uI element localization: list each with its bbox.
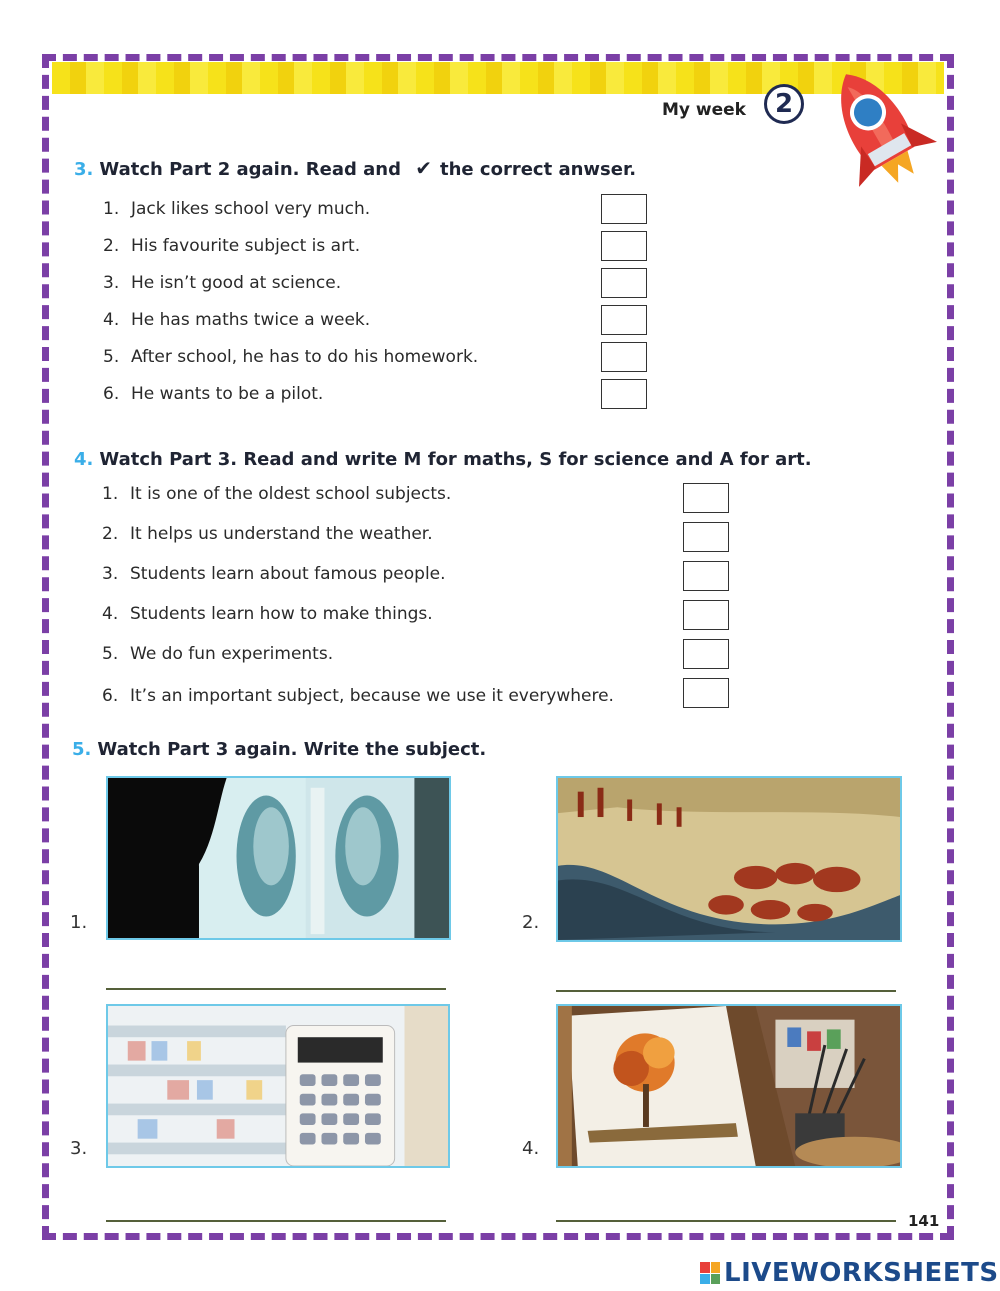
list-item: 5. After school, he has to do his homework. bbox=[103, 347, 479, 367]
picture-number: 1. bbox=[70, 912, 88, 933]
list-item: 5. We do fun experiments. bbox=[102, 644, 334, 664]
answer-line-2[interactable] bbox=[556, 990, 896, 992]
check-icon: ✔ bbox=[415, 156, 433, 180]
exercise-4-heading bbox=[74, 449, 812, 470]
answer-box-3-4[interactable] bbox=[601, 305, 647, 335]
brand-name: LIVEWORKSHEETS bbox=[724, 1258, 999, 1288]
answer-line-3[interactable] bbox=[106, 1220, 446, 1222]
list-item: 1. Jack likes school very much. bbox=[103, 199, 371, 219]
answer-box-4-1[interactable] bbox=[683, 483, 729, 513]
rocket-icon bbox=[812, 58, 942, 198]
list-item: 6. It’s an important subject, because we use it everywhere. bbox=[102, 686, 614, 706]
answer-box-4-4[interactable] bbox=[683, 600, 729, 630]
exercise-3-instruction-a: Watch Part 2 again. Read and bbox=[99, 159, 401, 180]
exercise-5-heading bbox=[72, 739, 486, 760]
list-item: 2. It helps us understand the weather. bbox=[102, 524, 433, 544]
answer-box-3-6[interactable] bbox=[601, 379, 647, 409]
answer-box-3-2[interactable] bbox=[601, 231, 647, 261]
list-item: 1. It is one of the oldest school subjects. bbox=[102, 484, 452, 504]
list-item: 6. He wants to be a pilot. bbox=[103, 384, 324, 404]
list-item: 4. He has maths twice a week. bbox=[103, 310, 371, 330]
liveworksheets-brand bbox=[700, 1258, 999, 1288]
week-number-badge: 2 bbox=[764, 84, 804, 124]
page-number: 141 bbox=[908, 1212, 940, 1230]
list-item: 4. Students learn how to make things. bbox=[102, 604, 433, 624]
answer-line-4[interactable] bbox=[556, 1220, 896, 1222]
answer-box-3-1[interactable] bbox=[601, 194, 647, 224]
painting-easel-image bbox=[556, 1004, 902, 1168]
answer-box-3-3[interactable] bbox=[601, 268, 647, 298]
answer-box-4-3[interactable] bbox=[683, 561, 729, 591]
picture-number: 3. bbox=[70, 1138, 88, 1159]
answer-box-4-5[interactable] bbox=[683, 639, 729, 669]
picture-number: 2. bbox=[522, 912, 540, 933]
answer-box-4-2[interactable] bbox=[683, 522, 729, 552]
exercise-3-instruction-b: the correct anwser. bbox=[440, 159, 637, 180]
picture-number: 4. bbox=[522, 1138, 540, 1159]
calculator-image bbox=[106, 1004, 450, 1168]
exercise-4-instruction: Watch Part 3. Read and write M for maths, S for science and A for art. bbox=[99, 449, 812, 470]
exercise-5-number: 5. bbox=[72, 739, 92, 760]
list-item: 2. His favourite subject is art. bbox=[103, 236, 361, 256]
answer-line-1[interactable] bbox=[106, 988, 446, 990]
liveworksheets-logo-icon bbox=[700, 1262, 720, 1284]
my-week-label: My week bbox=[662, 100, 746, 120]
list-item: 3. He isn’t good at science. bbox=[103, 273, 342, 293]
answer-box-4-6[interactable] bbox=[683, 678, 729, 708]
exercise-3-heading bbox=[74, 156, 636, 180]
answer-box-3-5[interactable] bbox=[601, 342, 647, 372]
header-band bbox=[52, 62, 944, 94]
list-item: 3. Students learn about famous people. bbox=[102, 564, 446, 584]
exercise-3-number: 3. bbox=[74, 159, 94, 180]
x-ray-image bbox=[106, 776, 451, 940]
exercise-5-instruction: Watch Part 3 again. Write the subject. bbox=[97, 739, 487, 760]
cave-painting-image bbox=[556, 776, 902, 942]
exercise-4-number: 4. bbox=[74, 449, 94, 470]
